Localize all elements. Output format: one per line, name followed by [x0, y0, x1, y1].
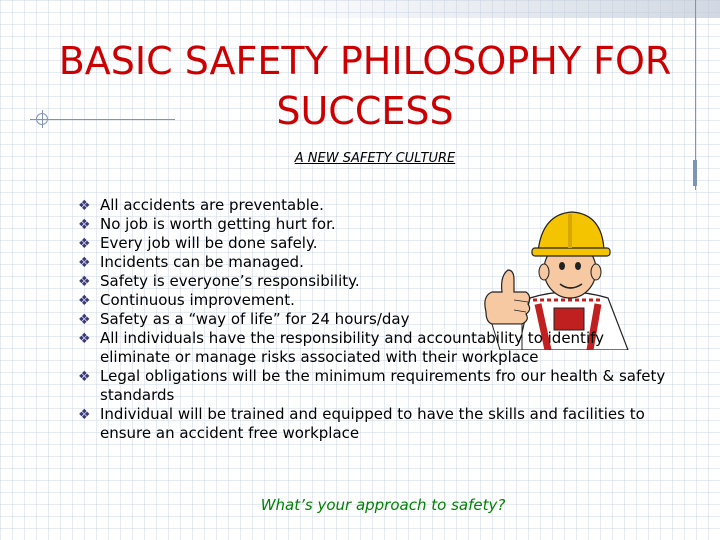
diamond-bullet-icon: ❖	[78, 217, 91, 233]
diamond-bullet-icon: ❖	[78, 331, 91, 347]
list-item: ❖ Safety as a “way of life” for 24 hours/day	[78, 310, 410, 328]
diamond-bullet-icon: ❖	[78, 255, 91, 271]
closing-question: What’s your approach to safety?	[260, 496, 506, 514]
list-item: ❖ No job is worth getting hurt for.	[78, 215, 336, 233]
list-item: ❖ All accidents are preventable.	[78, 196, 324, 214]
bullet-list	[78, 196, 668, 443]
decorative-top-band	[260, 0, 720, 18]
list-item: ❖ Continuous improvement.	[78, 291, 295, 309]
diamond-bullet-icon: ❖	[78, 274, 91, 290]
diamond-bullet-icon: ❖	[78, 312, 91, 328]
list-item: ❖ Safety is everyone’s responsibility.	[78, 272, 360, 290]
decorative-rule	[30, 119, 175, 120]
title-line-1: BASIC SAFETY PHILOSOPHY FOR	[58, 39, 672, 83]
list-item: ❖ Individual will be trained and equipped to have the skills and facilities to ensure an accident free workplace	[78, 405, 645, 442]
slide-title	[20, 36, 710, 136]
list-item: ❖ Every job will be done safely.	[78, 234, 318, 252]
list-item: ❖ Legal obligations will be the minimum requirements fro our health & safety standards	[78, 367, 666, 404]
diamond-bullet-icon: ❖	[78, 198, 91, 214]
diamond-bullet-icon: ❖	[78, 369, 91, 385]
diamond-bullet-icon: ❖	[78, 293, 91, 309]
slide-subtitle: A NEW SAFETY CULTURE	[294, 151, 456, 166]
title-line-2: SUCCESS	[276, 89, 454, 133]
list-item: ❖ All individuals have the responsibility and accountability to identify eliminate or manage risks associated with their workplace	[78, 329, 605, 366]
list-item: ❖ Incidents can be managed.	[78, 253, 304, 271]
diamond-bullet-icon: ❖	[78, 407, 91, 423]
decorative-circle-icon	[36, 113, 48, 125]
diamond-bullet-icon: ❖	[78, 236, 91, 252]
